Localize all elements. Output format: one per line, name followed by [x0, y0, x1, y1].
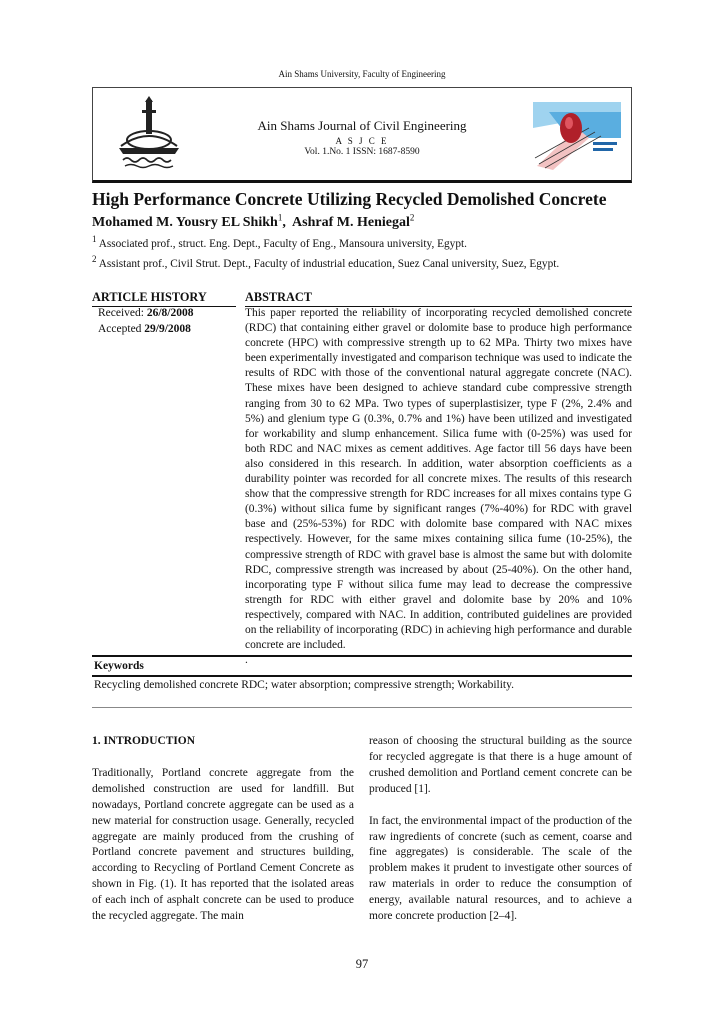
received-date: [98, 307, 194, 319]
keywords-divider: [92, 655, 632, 657]
affiliation-mark: 1: [92, 234, 97, 245]
received-value: 26/8/2008: [146, 307, 194, 319]
journal-name: Ain Shams Journal of Civil Engineering: [257, 118, 467, 133]
accepted-label: Accepted: [98, 323, 145, 335]
author-list: [92, 212, 415, 231]
volume-issn: Vol. 1.No. 1 ISSN: 1687-8590: [304, 147, 420, 157]
keywords-divider: [92, 675, 632, 677]
affiliation: [92, 254, 652, 270]
page-number: 97: [355, 957, 369, 971]
journal-emblem-icon: [529, 98, 625, 174]
keywords-heading: Keywords: [94, 660, 144, 672]
abstract-text: This paper reported the reliability of incorporating recycled demolished concrete (RDC) that containing either gravel or dolomite base to produce high performance concrete (HPC) with compressive strength up to 62 MPa. Thirty two mixes have been experimentally investigated and comparison technique was used to indicate the results of RDC with those of the conventional natural aggregate concrete (NAC). These mixes have been designed to achieve standard cube compressive strength ranging from 30 to 62 MPa. Two types of superplastisizer, type F (2%, 2.4% and 5%) and glenium type G (0.3%, 0.7% and 1%) have been utilized and investigated for workability and slump enhancement. Silica fume with (0-25%) was used for both RDC and NAC mixes as cement additives. Age factor till 56 days have been also considered in this research. In addition, water absorption coefficients as a durability pointer was recorded for all concrete mixes. The results of this research show that the compressive strength for RDC increases for all mixes contains type G (0.3%) without silica fume by significant ranges (7%-40%) for RDC with gravel base and (25%-53%) for RDC with dolomite base compared with NAC mixes respectively. However, for the same mixes containing silica fume (10-25%), the compressive strength of RDC with gravel base is almost the same but with dolomite RDC, compressive strength was increased by about (25-40%). On the other hand, incorporating type F without silica fume may lead to decrease the compressive strength for RDC with either gravel and dolomite base by 20% and 10% respectively, compared with NAC. In addition, contributed guidelines are provided on the reliability of incorporating (RDC) in achieving high performance and durable concrete are included.: [245, 307, 632, 652]
accepted-value: 29/9/2008: [144, 323, 191, 335]
abstract-body: [245, 306, 632, 668]
affiliation-text: Assistant prof., Civil Strut. Dept., Faculty of industrial education, Suez Canal university, Suez, Egypt.: [96, 258, 560, 270]
author-separator: ,: [282, 215, 293, 230]
body-column-right: [369, 734, 632, 941]
author-affiliation-mark: 2: [409, 212, 415, 223]
body-paragraph: Traditionally, Portland concrete aggregate from the demolished construction are used for landfill. But nowadays, Portland concrete aggregate can be used as a new material for construction usage. Generally, recycled aggregate are mainly produced from the crushing of Portland concrete pavement and structures building, according to Recycling of Portland Cement Concrete as shown in Fig. (1). It has reported that the isolated areas of each inch of asphalt concrete can be used to produce the recycled aggregate. The main: [92, 766, 354, 923]
author-affiliation-mark: 1: [277, 212, 283, 223]
journal-abbreviation: A S J C E: [335, 136, 389, 146]
keywords-text: Recycling demolished concrete RDC; water absorption; compressive strength; Workability.: [94, 679, 515, 691]
body-paragraph: reason of choosing the structural building as the source for recycled aggregate is that there is a huge amount of crushed demolition and Portland cement concrete can be produced [1].: [369, 735, 632, 795]
section-divider: [92, 707, 632, 708]
paper-title: High Performance Concrete Utilizing Recycled Demolished Concrete: [92, 189, 607, 209]
body-paragraph: In fact, the environmental impact of the production of the raw ingredients of concrete (such as cement, coarse and fine aggregates) is considerable. The scale of the problem makes it prudent to investigate other sources of raw materials in order to reduce the consumption of energy, available natural resources, and to achieve a more concrete production [2–4].: [369, 814, 632, 923]
journal-banner: [92, 87, 632, 183]
abstract-heading: ABSTRACT: [245, 290, 632, 307]
affiliation-mark: 2: [92, 254, 97, 265]
article-history-heading: ARTICLE HISTORY: [92, 290, 236, 307]
received-label: Received:: [98, 307, 147, 319]
abstract-trailing-mark: .: [245, 654, 248, 667]
author-name: Ashraf M. Heniegal: [292, 215, 410, 230]
section-heading: 1. INTRODUCTION: [92, 735, 195, 747]
institution-header: Ain Shams University, Faculty of Engineering: [278, 69, 446, 79]
affiliation-text: Associated prof., struct. Eng. Dept., Faculty of Eng., Mansoura university, Egypt.: [96, 238, 467, 250]
affiliation: [92, 234, 652, 250]
author-name: Mohamed M. Yousry EL Shikh: [92, 215, 278, 230]
body-column-left: [92, 734, 354, 941]
accepted-date: [98, 323, 191, 335]
